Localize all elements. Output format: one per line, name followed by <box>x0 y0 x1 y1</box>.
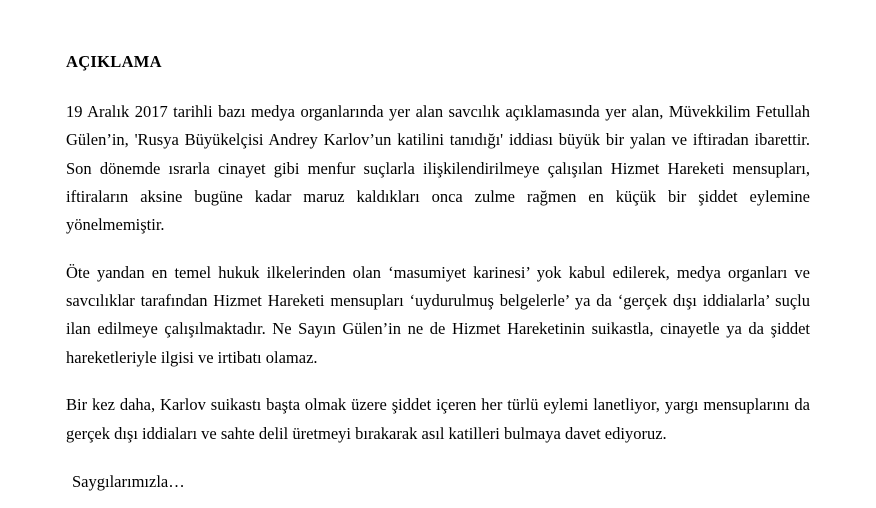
paragraph-2: Öte yandan en temel hukuk ilkelerinden olan ‘masumiyet karinesi’ yok kabul edilerek, medya organları ve savcılıklar tarafından Hizmet Hareketi mensupları ‘uydurulmuş belgelerle’ ya da ‘gerçek dışı iddialarla’ suçlu ilan edilmeye çalışılmaktadır. Ne Sayın Gülen’in ne de Hizmet Hareketinin suikastla, cinayetle ya da şiddet hareketleriyle ilgisi ve irtibatı olamaz. <box>66 262 810 367</box>
page-title: AÇIKLAMA <box>66 52 162 71</box>
paragraph-1: 19 Aralık 2017 tarihli bazı medya organlarında yer alan savcılık açıklamasında yer alan, Müvekkilim Fetullah Gülen’in, 'Rusya Büyükelçisi Andrey Karlov’un katilini tanıdığı' iddiası büyük bir yalan ve iftiradan ibarettir. Son dönemde ısrarla cinayet gibi menfur suçlarla ilişkilendirilmeye çalışılan Hizmet Hareketi mensupları, iftiraların aksine bugüne kadar maruz kaldıkları onca zulme rağmen en küçük bir şiddet eylemine yönelmemiştir. <box>66 101 810 235</box>
paragraph-3: Bir kez daha, Karlov suikastı başta olmak üzere şiddet içeren her türlü eylemi lanetliyor, yargı mensuplarını da gerçek dışı iddiaları ve sahte delil üretmeyi bırakarak asıl katilleri bulmaya davet ediyoruz. <box>66 395 810 443</box>
signoff-text: Saygılarımızla… <box>72 471 185 491</box>
